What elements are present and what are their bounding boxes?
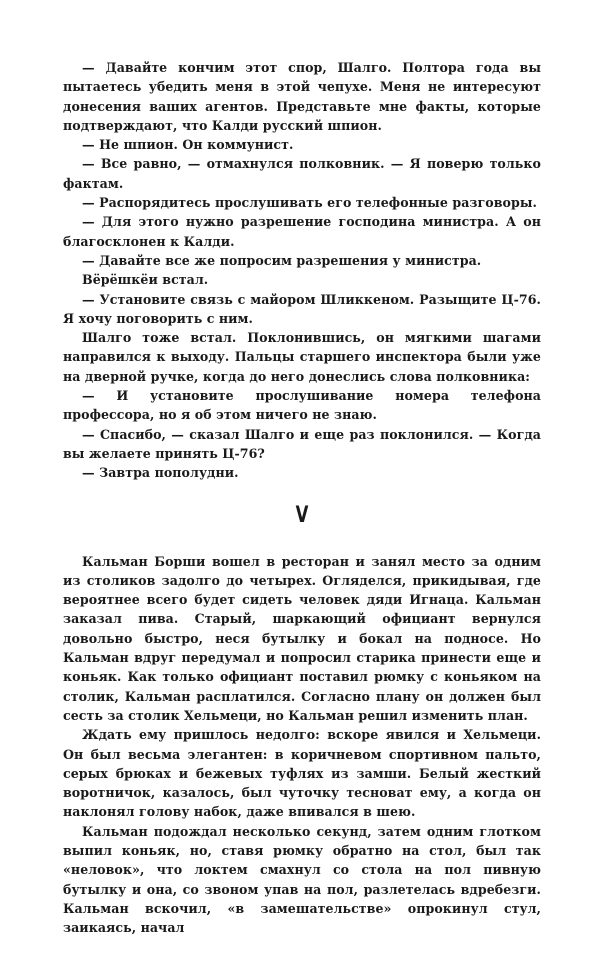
paragraph: Шалго тоже встал. Поклонившись, он мягкими шагами направился к выходу. Пальцы старшего инспектора были уже на дверной ручке, когда до него донеслись слова полковника:	[63, 330, 541, 384]
paragraph: Кальман подождал несколько секунд, затем одним глотком выпил коньяк, но, ставя рюмку обратно на стол, был так «неловок», что локтем смахнул со стола на пол пивную бутылку и она, со звоном упав на пол, разлетелась вдребезги. Кальман вскочил, «в замешательстве» опрокинул стул, заикаясь, начал	[63, 823, 541, 936]
book-page	[63, 58, 541, 937]
paragraph: — Не шпион. Он коммунист.	[82, 137, 294, 153]
paragraph: — Давайте все же попросим разрешения у министра.	[82, 252, 482, 268]
paragraph: — Установите связь с майором Шликкеном. Разыщите Ц-76. Я хочу поговорить с ним.	[63, 291, 541, 326]
paragraph: — Давайте кончим этот спор, Шалго. Полтора года вы пытаетесь убедить меня в этой чепухе. Меня не интересуют донесения ваших агентов. Представьте мне факты, которые подтверждают, что Калди русский шпион.	[63, 60, 541, 133]
dialogue-section	[63, 58, 541, 483]
paragraph: — Все равно, — отмахнулся полковник. — Я поверю только фактам.	[63, 156, 541, 191]
paragraph: — Для этого нужно разрешение господина министра. А он благосклонен к Калди.	[63, 214, 541, 249]
paragraph: — Распорядитесь прослушивать его телефонные разговоры.	[82, 195, 537, 211]
paragraph: Вёрёшкёи встал.	[82, 272, 209, 288]
chapter-heading: V	[295, 502, 309, 528]
paragraph: — И установите прослушивание номера телефона профессора, но я об этом ничего не знаю.	[63, 388, 541, 423]
paragraph: — Спасибо, — сказал Шалго и еще раз поклонился. — Когда вы желаете принять Ц-76?	[63, 426, 541, 461]
paragraph: Ждать ему пришлось недолго: вскоре явился и Хельмеци. Он был весьма элегантен: в коричневом спортивном пальто, серых брюках и бежевых туфлях из замши. Белый жесткий воротничок, казалось, был чуточку тесноват ему, а когда он наклонял голову набок, даже впивался в шею.	[63, 727, 541, 820]
narrative-section	[63, 552, 541, 938]
paragraph: — Завтра пополудни.	[82, 465, 239, 481]
paragraph: Кальман Борши вошел в ресторан и занял место за одним из столиков задолго до четырех. Огляделся, прикидывая, где вероятнее всего будет сидеть человек дяди Игнаца. Кальман заказал пива. Старый, шаркающий официант вернулся довольно быстро, неся бутылку и бокал на подносе. Но Кальман вдруг передумал и попросил старика принести еще и коньяк. Как только официант поставил рюмку с коньяком на столик, Кальман расплатился. Согласно плану он должен был сесть за столик Хельмеци, но Кальман решил изменить план.	[63, 553, 541, 723]
